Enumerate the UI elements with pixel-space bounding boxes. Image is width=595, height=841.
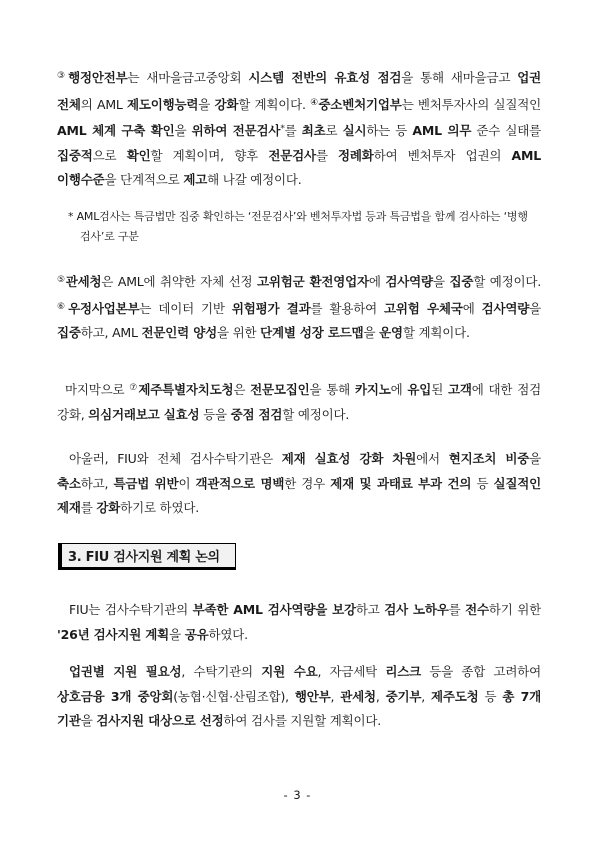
page-number: - 3 - — [283, 788, 312, 802]
paragraph-target-selection: 업권별 지원 필요성, 수탁기관의 지원 수요, 자금세탁 리스크 등을 종합 고려하여 상호금융 3개 중앙회(농협·신협·산림조합), 행안부, 관세청, 중기부, 제주도청 등 총 7개 기관을 검사지원 대상으로 선정하여 검사를 지원할 계획이다. — [57, 664, 542, 728]
circled-number: ③ — [57, 71, 69, 81]
paragraph-jeju: 마지막으로 ⑦제주특별자치도청은 전문모집인을 통해 카지노에 유입된 고객에 대한 점검 강화, 의심거래보고 실효성 등을 중점 점검할 예정이다. — [57, 382, 541, 422]
section-heading: 3. FIU 검사지원 계획 논의 — [58, 543, 236, 570]
paragraph-ministry-plans: ③행정안전부는 새마을금고중앙회 시스템 전반의 유효성 점검을 통해 새마을금고 업권 전체의 AML 제도이행능력을 강화할 계획이다. ④중소벤처기업부는 벤처투자사의 실질적인 AML 체계 구축 확인을 위하여 전문검사*를 최초로 실시하는 등 AML 의무 준수 실태를 집중적으로 확인할 계획이며, 향후 전문검사를 정례화하여 벤처투자 업권의 AML 이행수준을 단계적으로 제고해 나갈 예정이다. — [57, 70, 542, 187]
paragraph-customs-postal: ⑤관세청은 AML에 취약한 자체 선정 고위험군 환전영업자에 검사역량을 집중할 예정이다. ⑥우정사업본부는 데이터 기반 위험평가 결과를 활용하여 고위험 우체국에 검사역량을 집중하고, AML 전문인력 양성을 위한 단계별 성장 로드맵을 운영할 계획이다. — [57, 274, 542, 340]
paragraph-fiu-support: FIU는 검사수탁기관의 부족한 AML 검사역량을 보강하고 검사 노하우를 전수하기 위한 '26년 검사지원 계획을 공유하였다. — [57, 602, 542, 642]
paragraph-sanctions: 아울러, FIU와 전체 검사수탁기관은 제재 실효성 강화 차원에서 현지조치 비중을 축소하고, 특금법 위반이 객관적으로 명백한 경우 제재 및 과태료 부과 건의 등 실질적인 제재를 강화하기로 하였다. — [57, 451, 542, 515]
footnote: * AML검사는 특금법만 집중 확인하는 ‘전문검사’와 벤처투자법 등과 특금법을 함께 검사하는 ‘병행검사’로 구분 — [68, 210, 528, 243]
